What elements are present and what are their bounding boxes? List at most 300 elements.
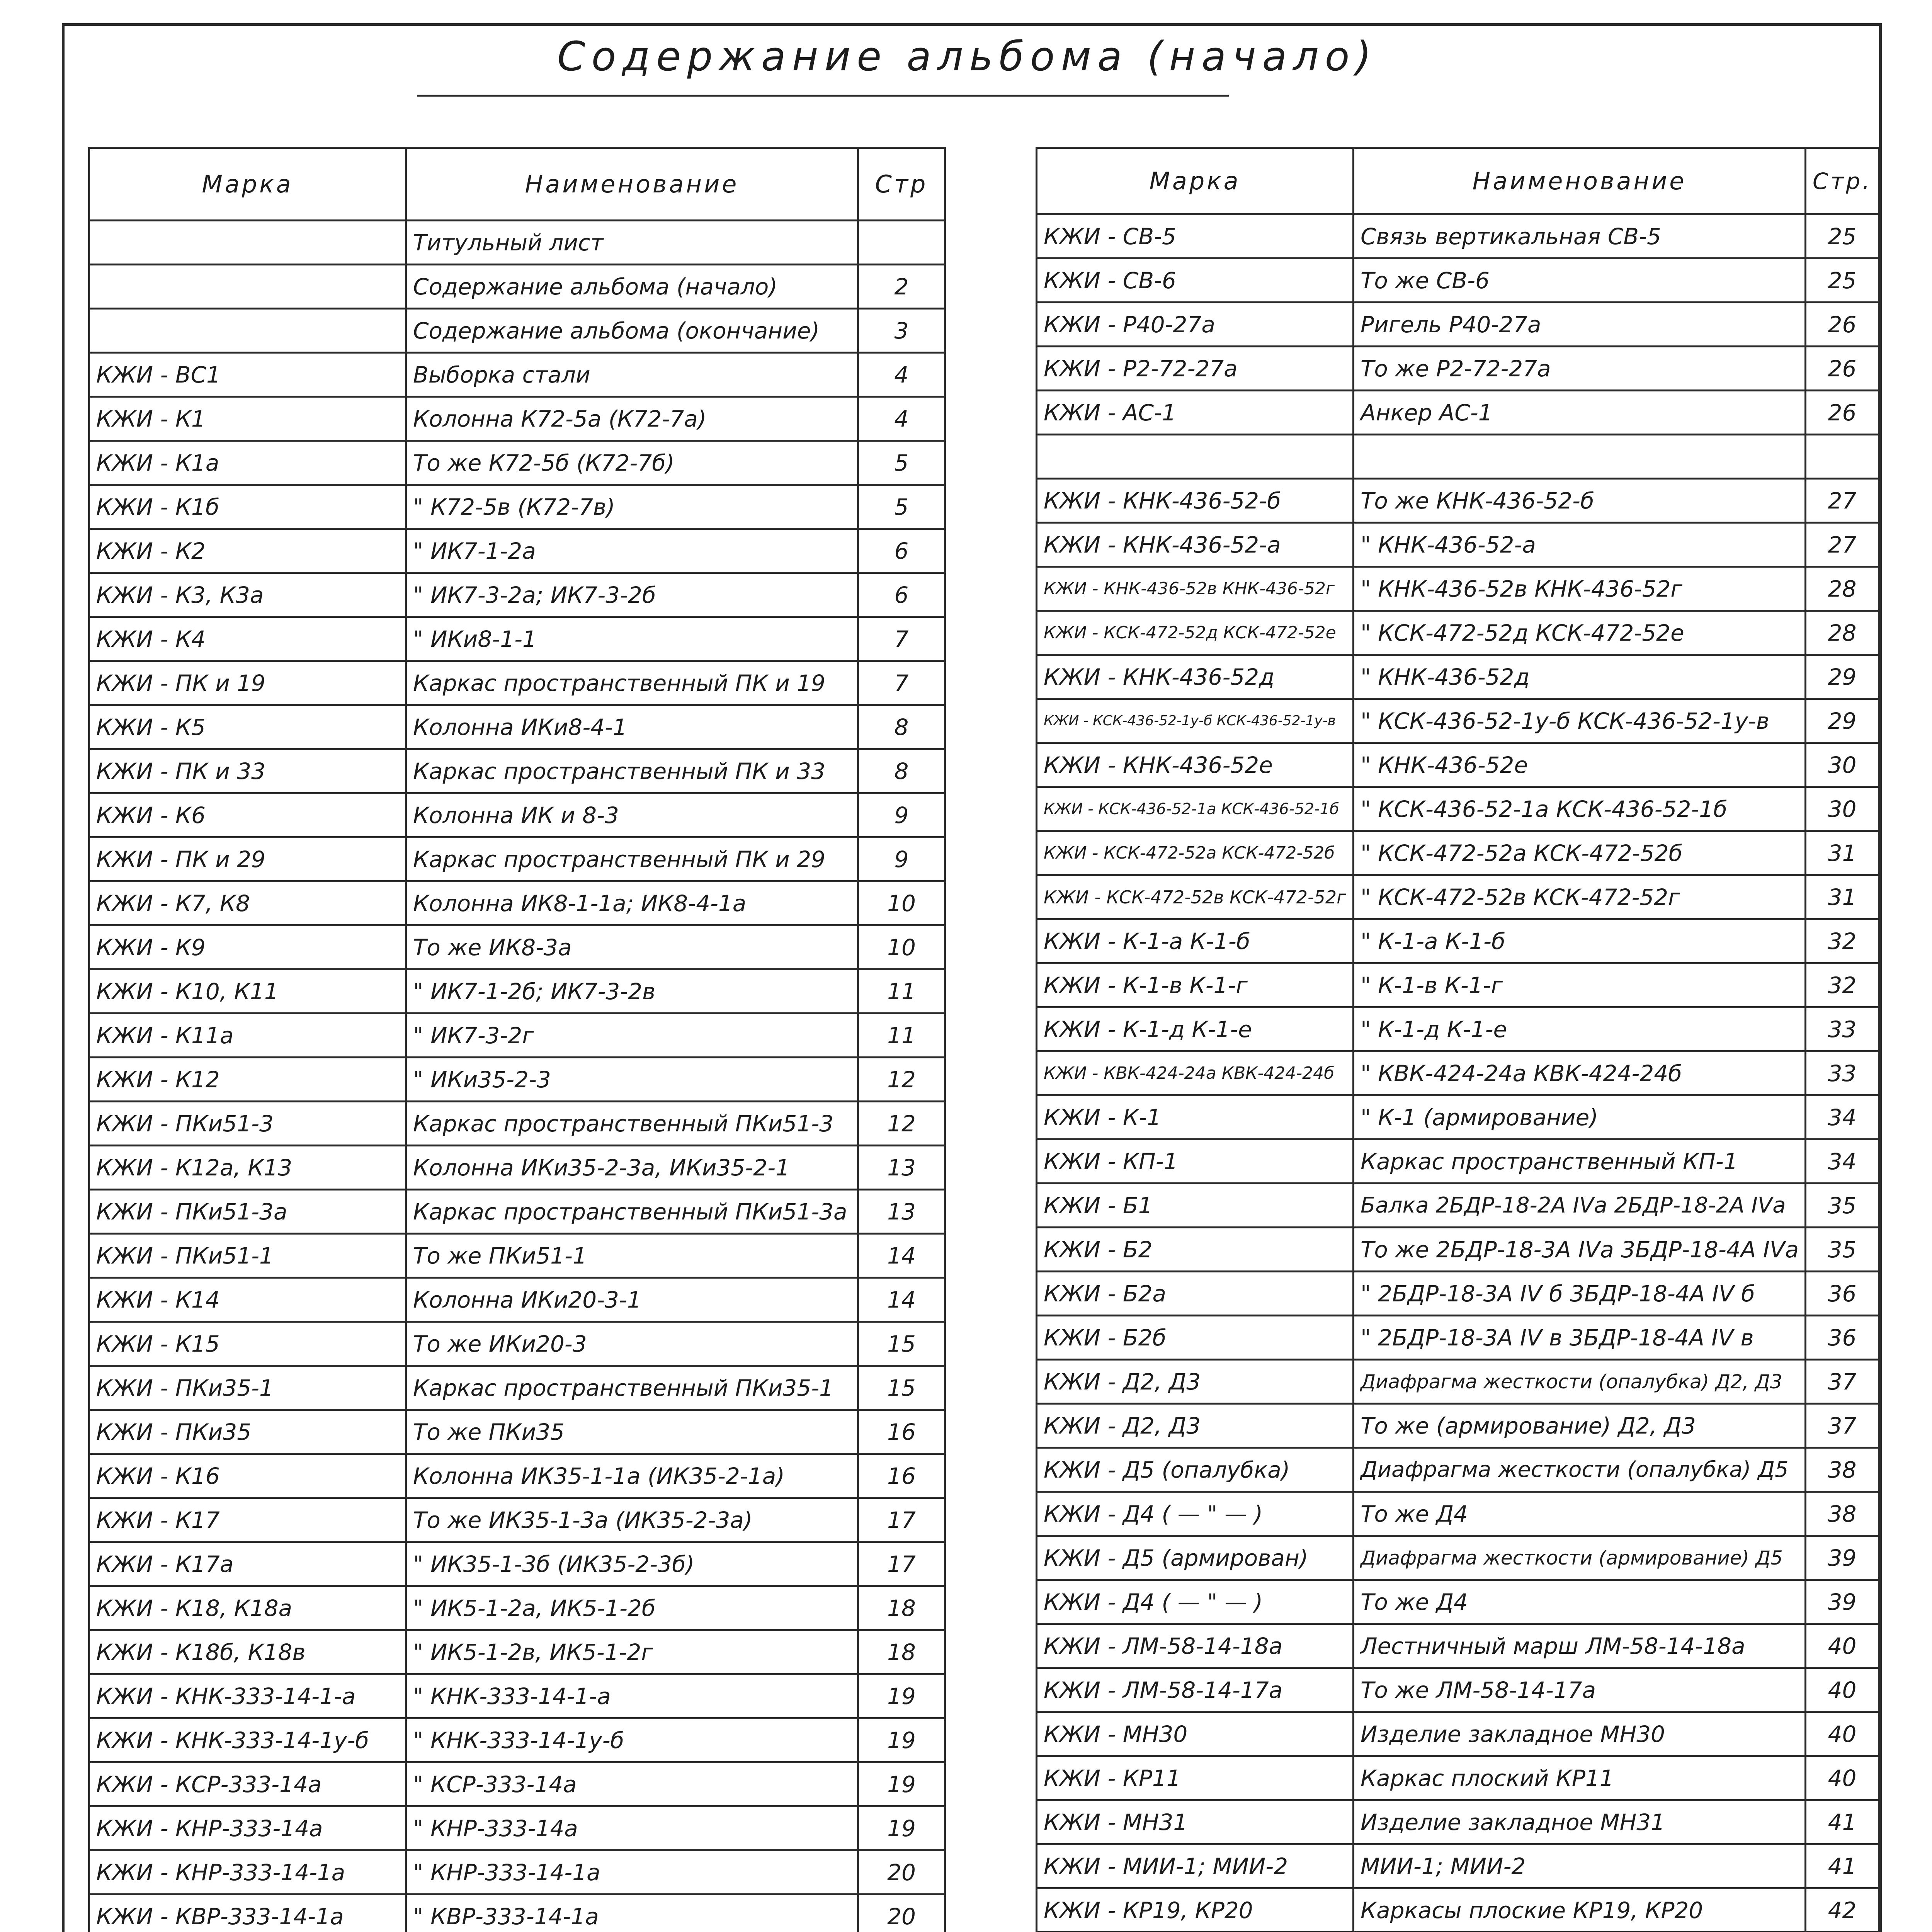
row-mark: КЖИ - КВР-333-14-1а: [89, 1895, 406, 1932]
row-mark: [89, 265, 406, 309]
row-mark: КЖИ - КР11: [1037, 1756, 1354, 1800]
row-name: [1354, 435, 1806, 479]
row-mark: КЖИ - КСК-436-52-1у-б КСК-436-52-1у-в: [1037, 699, 1354, 743]
row-mark: КЖИ - КНР-333-14а: [89, 1806, 406, 1850]
row-name: То же СВ-6: [1354, 259, 1806, 303]
row-page: 41: [1806, 1844, 1879, 1888]
row-mark: КЖИ - Д5 (армирован): [1037, 1536, 1354, 1580]
row-page: 19: [858, 1762, 945, 1806]
row-name: " ИК7-3-2г: [406, 1014, 858, 1058]
table-row: [1037, 391, 1879, 435]
row-page: 40: [1806, 1624, 1879, 1668]
row-page: 5: [858, 441, 945, 485]
table-row: [1037, 1624, 1879, 1668]
row-name: Каркасы плоские КР19, КР20: [1354, 1888, 1806, 1932]
row-page: 11: [858, 1014, 945, 1058]
row-page: 40: [1806, 1756, 1879, 1800]
row-page: 42: [1806, 1888, 1879, 1932]
table-row: [89, 1630, 945, 1674]
row-mark: [1037, 435, 1354, 479]
table-row: [1037, 435, 1879, 479]
contents-table-left: [88, 147, 946, 1932]
row-name: " ИК35-1-3б (ИК35-2-3б): [406, 1542, 858, 1586]
row-name: То же 2БДР-18-3А IVа 3БДР-18-4А IVа: [1354, 1228, 1806, 1272]
contents-table-right: [1036, 147, 1880, 1932]
row-name: " КНК-436-52-а: [1354, 523, 1806, 567]
table-row: [1037, 1272, 1879, 1316]
row-page: 26: [1806, 303, 1879, 347]
row-mark: КЖИ - К16: [89, 1454, 406, 1498]
table-row: [1037, 1800, 1879, 1844]
row-page: 20: [858, 1895, 945, 1932]
row-name: Содержание альбома (начало): [406, 265, 858, 309]
row-page: 19: [858, 1718, 945, 1762]
row-mark: КЖИ - К7, К8: [89, 881, 406, 925]
row-name: " КСК-472-52а КСК-472-52б: [1354, 831, 1806, 875]
row-page: 18: [858, 1586, 945, 1630]
row-name: То же ИК8-3а: [406, 925, 858, 969]
row-page: 14: [858, 1278, 945, 1322]
row-name: Диафрагма жесткости (опалубка) Д5: [1354, 1448, 1806, 1492]
row-name: " КВР-333-14-1а: [406, 1895, 858, 1932]
table-row: [89, 1278, 945, 1322]
row-name: Связь вертикальная СВ-5: [1354, 214, 1806, 259]
table-row: [1037, 1448, 1879, 1492]
table-row: [89, 1762, 945, 1806]
row-mark: КЖИ - КСК-436-52-1а КСК-436-52-1б: [1037, 787, 1354, 831]
row-mark: КЖИ - К1б: [89, 485, 406, 529]
row-page: 32: [1806, 919, 1879, 963]
row-page: 15: [858, 1366, 945, 1410]
row-mark: КЖИ - К4: [89, 617, 406, 661]
table-row: [1037, 1756, 1879, 1800]
row-mark: КЖИ - Д4 ( — " — ): [1037, 1580, 1354, 1624]
table-row: [1037, 787, 1879, 831]
row-mark: КЖИ - ПК и 29: [89, 837, 406, 881]
header-name: Наименование: [1354, 148, 1806, 214]
row-page: 8: [858, 705, 945, 749]
row-page: 16: [858, 1454, 945, 1498]
table-row: [89, 1674, 945, 1718]
table-row: [89, 749, 945, 793]
row-name: Каркас пространственный ПК и 19: [406, 661, 858, 705]
table-row: [1037, 1888, 1879, 1932]
row-name: " КНК-333-14-1у-б: [406, 1718, 858, 1762]
row-name: Диафрагма жесткости (опалубка) Д2, Д3: [1354, 1360, 1806, 1404]
row-mark: КЖИ - К2: [89, 529, 406, 573]
row-name: Каркас пространственный ПКи51-3а: [406, 1190, 858, 1234]
row-page: 20: [858, 1850, 945, 1895]
table-row: [1037, 1712, 1879, 1756]
row-page: 34: [1806, 1095, 1879, 1139]
row-page: 9: [858, 837, 945, 881]
row-mark: КЖИ - ЛМ-58-14-18а: [1037, 1624, 1354, 1668]
row-page: 19: [858, 1674, 945, 1718]
row-mark: КЖИ - КСК-472-52д КСК-472-52е: [1037, 611, 1354, 655]
row-name: Колонна ИК35-1-1а (ИК35-2-1а): [406, 1454, 858, 1498]
row-page: 14: [858, 1234, 945, 1278]
row-page: 30: [1806, 787, 1879, 831]
row-page: 29: [1806, 699, 1879, 743]
row-name: " 2БДР-18-3А IV б 3БДР-18-4А IV б: [1354, 1272, 1806, 1316]
row-page: 40: [1806, 1712, 1879, 1756]
table-row: [89, 617, 945, 661]
row-page: 9: [858, 793, 945, 837]
table-row: [89, 837, 945, 881]
row-name: То же ИК35-1-3а (ИК35-2-3а): [406, 1498, 858, 1542]
table-row: [1037, 214, 1879, 259]
row-page: 26: [1806, 391, 1879, 435]
table-row: [1037, 1844, 1879, 1888]
table-row: [89, 221, 945, 265]
row-mark: КЖИ - К-1-в К-1-г: [1037, 963, 1354, 1007]
row-mark: КЖИ - К-1: [1037, 1095, 1354, 1139]
row-name: Колонна ИК8-1-1а; ИК8-4-1а: [406, 881, 858, 925]
row-name: " КНР-333-14а: [406, 1806, 858, 1850]
row-page: 11: [858, 969, 945, 1014]
table-row: [89, 485, 945, 529]
table-row: [1037, 1007, 1879, 1051]
row-mark: КЖИ - КНК-333-14-1у-б: [89, 1718, 406, 1762]
row-mark: КЖИ - К17а: [89, 1542, 406, 1586]
row-name: То же К72-5б (К72-7б): [406, 441, 858, 485]
table-row: [89, 441, 945, 485]
row-mark: КЖИ - Р2-72-27а: [1037, 347, 1354, 391]
row-mark: КЖИ - Р40-27а: [1037, 303, 1354, 347]
row-name: " КСК-436-52-1а КСК-436-52-1б: [1354, 787, 1806, 831]
row-mark: КЖИ - ПК и 19: [89, 661, 406, 705]
row-name: " 2БДР-18-3А IV в 3БДР-18-4А IV в: [1354, 1316, 1806, 1360]
row-mark: КЖИ - К15: [89, 1322, 406, 1366]
table-row: [1037, 919, 1879, 963]
row-page: 32: [1806, 963, 1879, 1007]
row-name: То же ПКи51-1: [406, 1234, 858, 1278]
row-name: Каркас пространственный ПК и 33: [406, 749, 858, 793]
row-page: 7: [858, 617, 945, 661]
row-name: " ИКи8-1-1: [406, 617, 858, 661]
row-page: 19: [858, 1806, 945, 1850]
row-name: " КСК-472-52д КСК-472-52е: [1354, 611, 1806, 655]
row-name: То же ИКи20-3: [406, 1322, 858, 1366]
row-mark: КЖИ - КНК-436-52-а: [1037, 523, 1354, 567]
row-mark: [89, 221, 406, 265]
table-row: [1037, 1668, 1879, 1712]
row-page: 26: [1806, 347, 1879, 391]
row-mark: КЖИ - Б2: [1037, 1228, 1354, 1272]
row-mark: [89, 309, 406, 353]
header-page: Стр: [858, 148, 945, 221]
row-name: Каркас плоский КР11: [1354, 1756, 1806, 1800]
table-row: [89, 529, 945, 573]
row-name: МИИ-1; МИИ-2: [1354, 1844, 1806, 1888]
table-row: [1037, 259, 1879, 303]
table-row: [1037, 1184, 1879, 1228]
row-page: 13: [858, 1146, 945, 1190]
row-name: Каркас пространственный ПКи35-1: [406, 1366, 858, 1410]
row-page: 12: [858, 1102, 945, 1146]
table-row: [89, 1322, 945, 1366]
row-name: " ИК7-1-2а: [406, 529, 858, 573]
row-page: 31: [1806, 831, 1879, 875]
row-mark: КЖИ - КСК-472-52в КСК-472-52г: [1037, 875, 1354, 919]
table-header: [89, 148, 945, 221]
row-name: " КНК-436-52е: [1354, 743, 1806, 787]
table-row: [1037, 963, 1879, 1007]
table-row: [89, 1190, 945, 1234]
row-name: Ригель Р40-27а: [1354, 303, 1806, 347]
row-mark: КЖИ - К1: [89, 397, 406, 441]
row-mark: КЖИ - КСР-333-14а: [89, 1762, 406, 1806]
table-row: [1037, 567, 1879, 611]
row-name: Колонна ИКи8-4-1: [406, 705, 858, 749]
table-row: [1037, 1404, 1879, 1448]
row-page: 38: [1806, 1492, 1879, 1536]
row-page: [858, 221, 945, 265]
table-row: [89, 1498, 945, 1542]
row-name: " КНР-333-14-1а: [406, 1850, 858, 1895]
row-mark: КЖИ - КР19, КР20: [1037, 1888, 1354, 1932]
row-name: " К-1-а К-1-б: [1354, 919, 1806, 963]
table-row: [1037, 1095, 1879, 1139]
table-row: [89, 661, 945, 705]
row-name: " ИК5-1-2а, ИК5-1-2б: [406, 1586, 858, 1630]
row-mark: КЖИ - Д5 (опалубка): [1037, 1448, 1354, 1492]
row-page: 15: [858, 1322, 945, 1366]
table-row: [1037, 1360, 1879, 1404]
row-mark: КЖИ - КНР-333-14-1а: [89, 1850, 406, 1895]
table-row: [89, 1146, 945, 1190]
table-row: [1037, 611, 1879, 655]
row-mark: КЖИ - СВ-5: [1037, 214, 1354, 259]
row-page: 36: [1806, 1316, 1879, 1360]
row-mark: КЖИ - ПКи51-3а: [89, 1190, 406, 1234]
table-row: [89, 793, 945, 837]
row-mark: КЖИ - ПК и 33: [89, 749, 406, 793]
row-mark: КЖИ - К5: [89, 705, 406, 749]
row-name: " КСК-436-52-1у-б КСК-436-52-1у-в: [1354, 699, 1806, 743]
table-row: [89, 1234, 945, 1278]
table-row: [89, 705, 945, 749]
row-page: 6: [858, 529, 945, 573]
table-row: [89, 1454, 945, 1498]
row-mark: КЖИ - АС-1: [1037, 391, 1354, 435]
table-row: [1037, 655, 1879, 699]
row-mark: КЖИ - КП-1: [1037, 1139, 1354, 1184]
table-row: [1037, 1051, 1879, 1095]
row-mark: КЖИ - МИИ-1; МИИ-2: [1037, 1844, 1354, 1888]
row-page: 35: [1806, 1228, 1879, 1272]
row-mark: КЖИ - КСК-472-52а КСК-472-52б: [1037, 831, 1354, 875]
row-name: " К-1 (армирование): [1354, 1095, 1806, 1139]
row-mark: КЖИ - СВ-6: [1037, 259, 1354, 303]
table-row: [1037, 699, 1879, 743]
table-row: [89, 573, 945, 617]
row-page: 25: [1806, 214, 1879, 259]
row-name: " КНК-436-52д: [1354, 655, 1806, 699]
table-row: [89, 1102, 945, 1146]
row-page: 33: [1806, 1007, 1879, 1051]
row-name: Лестничный марш ЛМ-58-14-18а: [1354, 1624, 1806, 1668]
row-page: 36: [1806, 1272, 1879, 1316]
row-page: 6: [858, 573, 945, 617]
row-mark: КЖИ - К11а: [89, 1014, 406, 1058]
row-mark: КЖИ - К17: [89, 1498, 406, 1542]
table-row: [1037, 743, 1879, 787]
row-name: Каркас пространственный КП-1: [1354, 1139, 1806, 1184]
row-page: 29: [1806, 655, 1879, 699]
row-mark: КЖИ - МН30: [1037, 1712, 1354, 1756]
table-row: [1037, 831, 1879, 875]
row-page: 40: [1806, 1668, 1879, 1712]
table-row: [89, 1586, 945, 1630]
row-mark: КЖИ - К12: [89, 1058, 406, 1102]
row-mark: КЖИ - Д2, Д3: [1037, 1360, 1354, 1404]
header-name: Наименование: [406, 148, 858, 221]
row-name: Содержание альбома (окончание): [406, 309, 858, 353]
table-row: [1037, 1228, 1879, 1272]
page-title: Содержание альбома (начало): [557, 33, 1378, 80]
row-mark: КЖИ - Д4 ( — " — ): [1037, 1492, 1354, 1536]
row-mark: КЖИ - Б1: [1037, 1184, 1354, 1228]
table-row: [89, 1895, 945, 1932]
table-row: [89, 265, 945, 309]
table-row: [89, 1718, 945, 1762]
table-row: [1037, 1492, 1879, 1536]
row-name: Колонна ИКи35-2-3а, ИКи35-2-1: [406, 1146, 858, 1190]
row-mark: КЖИ - Д2, Д3: [1037, 1404, 1354, 1448]
table-row: [89, 353, 945, 397]
row-mark: КЖИ - К10, К11: [89, 969, 406, 1014]
row-name: То же Р2-72-27а: [1354, 347, 1806, 391]
row-page: 10: [858, 925, 945, 969]
row-mark: КЖИ - К3, К3а: [89, 573, 406, 617]
table-row: [89, 1366, 945, 1410]
table-row: [89, 881, 945, 925]
table-row: [1037, 479, 1879, 523]
row-mark: КЖИ - К-1-д К-1-е: [1037, 1007, 1354, 1051]
row-page: 16: [858, 1410, 945, 1454]
table-row: [1037, 1580, 1879, 1624]
row-name: " КНК-436-52в КНК-436-52г: [1354, 567, 1806, 611]
row-name: Изделие закладное МН30: [1354, 1712, 1806, 1756]
table-row: [89, 969, 945, 1014]
table-row: [1037, 875, 1879, 919]
table-row: [89, 1850, 945, 1895]
table-header: [1037, 148, 1879, 214]
row-page: 37: [1806, 1360, 1879, 1404]
row-mark: КЖИ - КНК-436-52в КНК-436-52г: [1037, 567, 1354, 611]
row-page: 37: [1806, 1404, 1879, 1448]
table-row: [89, 1014, 945, 1058]
row-page: 17: [858, 1542, 945, 1586]
row-mark: КЖИ - К1а: [89, 441, 406, 485]
table-row: [1037, 1536, 1879, 1580]
row-mark: КЖИ - ВС1: [89, 353, 406, 397]
row-mark: КЖИ - Б2а: [1037, 1272, 1354, 1316]
row-mark: КЖИ - К18, К18а: [89, 1586, 406, 1630]
row-name: " ИК5-1-2в, ИК5-1-2г: [406, 1630, 858, 1674]
table-row: [1037, 347, 1879, 391]
row-name: Колонна ИК и 8-3: [406, 793, 858, 837]
row-page: 17: [858, 1498, 945, 1542]
table-row: [89, 925, 945, 969]
row-name: Выборка стали: [406, 353, 858, 397]
row-mark: КЖИ - ПКи51-3: [89, 1102, 406, 1146]
row-mark: КЖИ - КВК-424-24а КВК-424-24б: [1037, 1051, 1354, 1095]
row-name: " КСР-333-14а: [406, 1762, 858, 1806]
row-name: Колонна К72-5а (К72-7а): [406, 397, 858, 441]
row-page: 39: [1806, 1536, 1879, 1580]
row-name: Диафрагма жесткости (армирование) Д5: [1354, 1536, 1806, 1580]
header-mark: Марка: [89, 148, 406, 221]
row-mark: КЖИ - Б2б: [1037, 1316, 1354, 1360]
title-underline: [417, 95, 1229, 97]
row-mark: КЖИ - К14: [89, 1278, 406, 1322]
row-name: " К-1-в К-1-г: [1354, 963, 1806, 1007]
row-mark: КЖИ - МН31: [1037, 1800, 1354, 1844]
row-page: 3: [858, 309, 945, 353]
row-mark: КЖИ - К12а, К13: [89, 1146, 406, 1190]
row-page: 7: [858, 661, 945, 705]
row-name: " КНК-333-14-1-а: [406, 1674, 858, 1718]
row-name: " К72-5в (К72-7в): [406, 485, 858, 529]
row-name: Колонна ИКи20-3-1: [406, 1278, 858, 1322]
row-page: [1806, 435, 1879, 479]
row-page: 28: [1806, 611, 1879, 655]
row-page: 31: [1806, 875, 1879, 919]
row-name: " ИК7-3-2а; ИК7-3-2б: [406, 573, 858, 617]
row-name: Каркас пространственный ПК и 29: [406, 837, 858, 881]
row-page: 33: [1806, 1051, 1879, 1095]
table-row: [89, 397, 945, 441]
row-mark: КЖИ - К6: [89, 793, 406, 837]
row-page: 35: [1806, 1184, 1879, 1228]
row-page: 38: [1806, 1448, 1879, 1492]
row-name: То же ПКи35: [406, 1410, 858, 1454]
table-row: [89, 309, 945, 353]
row-name: То же Д4: [1354, 1492, 1806, 1536]
row-name: Каркас пространственный ПКи51-3: [406, 1102, 858, 1146]
row-mark: КЖИ - КНК-436-52-б: [1037, 479, 1354, 523]
row-page: 2: [858, 265, 945, 309]
row-page: 12: [858, 1058, 945, 1102]
row-name: " К-1-д К-1-е: [1354, 1007, 1806, 1051]
row-name: Анкер АС-1: [1354, 391, 1806, 435]
table-row: [89, 1542, 945, 1586]
row-page: 39: [1806, 1580, 1879, 1624]
row-page: 8: [858, 749, 945, 793]
row-page: 28: [1806, 567, 1879, 611]
row-mark: КЖИ - ПКи35-1: [89, 1366, 406, 1410]
row-page: 4: [858, 353, 945, 397]
row-name: Балка 2БДР-18-2А IVа 2БДР-18-2А IVа: [1354, 1184, 1806, 1228]
table-row: [1037, 1139, 1879, 1184]
row-mark: КЖИ - К9: [89, 925, 406, 969]
row-page: 10: [858, 881, 945, 925]
row-page: 18: [858, 1630, 945, 1674]
row-name: " КВК-424-24а КВК-424-24б: [1354, 1051, 1806, 1095]
row-mark: КЖИ - К18б, К18в: [89, 1630, 406, 1674]
row-name: То же (армирование) Д2, Д3: [1354, 1404, 1806, 1448]
table-row: [89, 1058, 945, 1102]
row-page: 30: [1806, 743, 1879, 787]
row-mark: КЖИ - КНК-333-14-1-а: [89, 1674, 406, 1718]
row-mark: КЖИ - КНК-436-52д: [1037, 655, 1354, 699]
row-name: Изделие закладное МН31: [1354, 1800, 1806, 1844]
row-mark: КЖИ - К-1-а К-1-б: [1037, 919, 1354, 963]
row-name: То же КНК-436-52-б: [1354, 479, 1806, 523]
row-page: 4: [858, 397, 945, 441]
